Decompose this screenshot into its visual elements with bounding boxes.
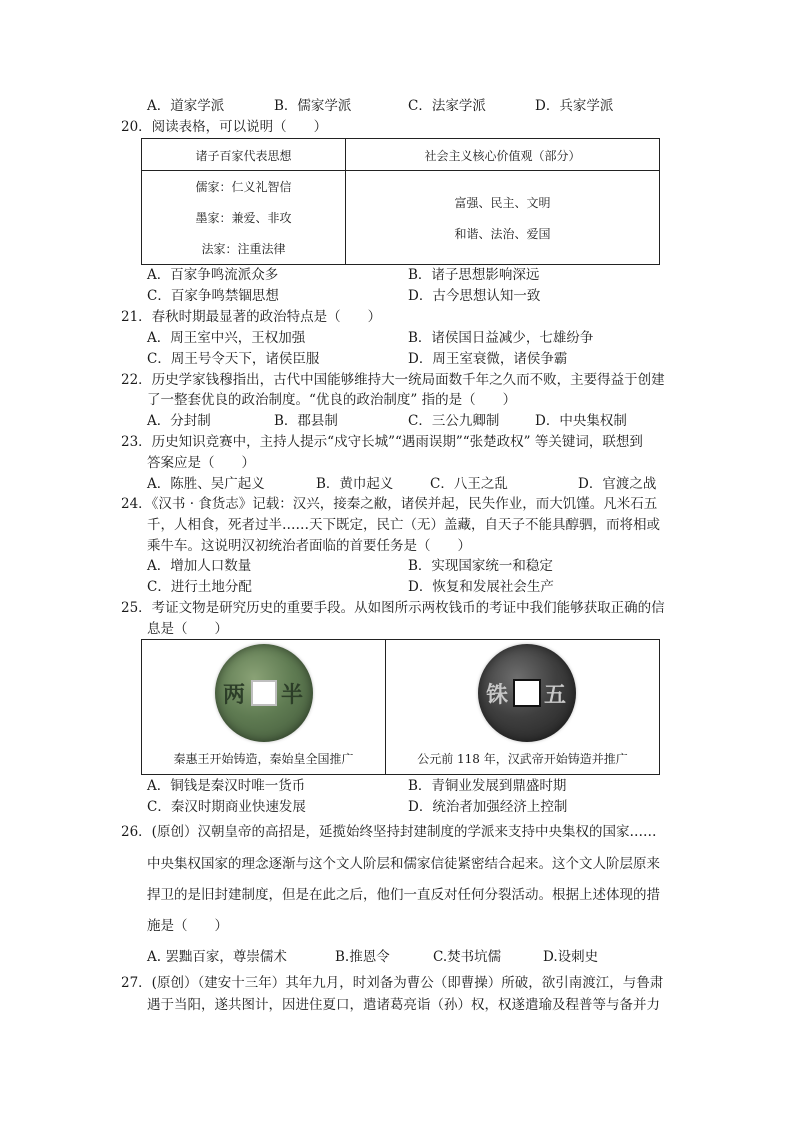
ban-liang-coin-image bbox=[215, 644, 313, 742]
q27-stem-line2: 遇于当阳，遂共图计，因进住夏口，遣诸葛亮诣（孙）权，权遂遣瑜及程普等与备并力 bbox=[147, 997, 660, 1013]
q19-option-c: C．法家学派 bbox=[408, 98, 486, 114]
q20-table bbox=[141, 138, 660, 265]
table-right-item: 富强、民主、文明 bbox=[454, 196, 551, 210]
q23-option-b: B．黄巾起义 bbox=[316, 476, 394, 492]
q21-option-d: D．周王室衰微，诸侯争霸 bbox=[408, 351, 568, 367]
coin-character: 铢 bbox=[486, 682, 509, 708]
table-header-left: 诸子百家代表思想 bbox=[195, 149, 292, 163]
q20-option-a: A．百家争鸣流派众多 bbox=[147, 267, 279, 283]
coin-caption-left: 秦惠王开始铸造，秦始皇全国推广 bbox=[173, 752, 354, 766]
q21-option-b: B．诸侯国日益减少，七雄纷争 bbox=[408, 330, 594, 346]
q20-option-b: B．诸子思想影响深远 bbox=[408, 267, 540, 283]
q22-option-b: B．郡县制 bbox=[274, 413, 338, 429]
q21-option-c: C．周王号令天下，诸侯臣服 bbox=[147, 351, 320, 367]
q25-stem-line2: 息是（ ） bbox=[147, 621, 228, 637]
coin-character: 半 bbox=[281, 682, 304, 708]
q22-option-d: D．中央集权制 bbox=[535, 413, 627, 429]
wu-zhu-coin-image bbox=[478, 644, 576, 742]
table-right-item: 和谐、法治、爱国 bbox=[454, 227, 551, 241]
q25-option-b: B．青铜业发展到鼎盛时期 bbox=[408, 778, 567, 794]
q25-coin-table bbox=[141, 639, 660, 775]
q26-stem-line1: 26．(原创）汉朝皇帝的高招是，延揽始终坚持封建制度的学派来支持中央集权的国家…… bbox=[121, 824, 657, 840]
q23-stem-line2: 答案应是（ ） bbox=[147, 455, 255, 471]
q26-stem-line2: 中央集权国家的理念逐渐与这个文人阶层和儒家信徒紧密结合起来。这个文人阶层原来 bbox=[147, 856, 660, 872]
table-left-item: 墨家：兼爱、非攻 bbox=[195, 211, 292, 225]
table-divider-h bbox=[142, 170, 659, 171]
q21-option-a: A．周王室中兴，王权加强 bbox=[147, 330, 306, 346]
q20-stem: 20．阅读表格，可以说明（ ） bbox=[121, 119, 328, 135]
q23-option-c: C．八王之乱 bbox=[430, 476, 508, 492]
q26-option-b: B.推恩令 bbox=[335, 949, 390, 965]
q26-stem-line4: 施是（ ） bbox=[147, 918, 228, 934]
q25-option-d: D．统治者加强经济上控制 bbox=[408, 799, 568, 815]
q23-option-a: A．陈胜、吴广起义 bbox=[147, 476, 265, 492]
q19-option-b: B．儒家学派 bbox=[274, 98, 352, 114]
q20-option-c: C．百家争鸣禁锢思想 bbox=[147, 288, 279, 304]
q24-option-a: A．增加人口数量 bbox=[147, 558, 252, 574]
table-header-right: 社会主义核心价值观（部分） bbox=[424, 149, 581, 163]
q24-stem-line3: 乘牛车。这说明汉初统治者面临的首要任务是（ ） bbox=[147, 538, 471, 554]
q19-option-a: A．道家学派 bbox=[147, 98, 225, 114]
q24-option-d: D．恢复和发展社会生产 bbox=[408, 579, 554, 595]
q24-stem-line1: 24．《汉书 · 食货志》记载：汉兴，接秦之敝，诸侯并起，民失作业，而大饥馑。凡米石五 bbox=[121, 496, 658, 512]
q27-stem-line1: 27．(原创）（建安十三年）其年九月，时刘备为曹公（即曹操）所破，欲引南渡江，与鲁肃 bbox=[121, 975, 664, 991]
q26-option-a: A. 罢黜百家，尊崇儒术 bbox=[147, 949, 287, 965]
coin-character: 两 bbox=[223, 682, 246, 708]
q22-option-a: A．分封制 bbox=[147, 413, 211, 429]
q23-option-d: D．官渡之战 bbox=[578, 476, 657, 492]
q20-option-d: D．古今思想认知一致 bbox=[408, 288, 541, 304]
q22-stem-line2: 了一整套优良的政治制度。“优良的政治制度” 指的是（ ） bbox=[147, 392, 517, 408]
q21-stem: 21．春秋时期最显著的政治特点是（ ） bbox=[121, 309, 382, 325]
coin-square-hole bbox=[251, 680, 277, 706]
q19-option-d: D．兵家学派 bbox=[535, 98, 614, 114]
q25-stem-line1: 25．考证文物是研究历史的重要手段。从如图所示两枚钱币的考证中我们能够获取正确的信 bbox=[121, 600, 665, 616]
q23-stem-line1: 23．历史知识竞赛中，主持人提示“戍守长城”“遇雨误期”“张楚政权” 等关键词，联想到 bbox=[121, 434, 643, 450]
coin-character: 五 bbox=[544, 682, 567, 708]
table-left-item: 法家：注重法律 bbox=[201, 242, 286, 256]
q26-stem-line3: 捍卫的是旧封建制度，但是在此之后，他们一直反对任何分裂活动。根据上述体现的措 bbox=[147, 887, 660, 903]
q25-option-a: A．铜钱是秦汉时唯一货币 bbox=[147, 778, 306, 794]
coin-square-hole bbox=[513, 679, 541, 707]
q22-stem-line1: 22．历史学家钱穆指出，古代中国能够维持大一统局面数千年之久而不败，主要得益于创建 bbox=[121, 372, 665, 388]
q26-option-d: D.设刺史 bbox=[543, 949, 599, 965]
q22-option-c: C．三公九卿制 bbox=[408, 413, 500, 429]
q24-stem-line2: 千，人相食，死者过半……天下既定，民亡（无）盖藏，自天子不能具醇驷，而将相或 bbox=[147, 517, 660, 533]
coin-caption-right: 公元前 118 年，汉武帝开始铸造并推广 bbox=[417, 752, 628, 766]
q25-option-c: C．秦汉时期商业快速发展 bbox=[147, 799, 306, 815]
q26-option-c: C.焚书坑儒 bbox=[433, 949, 502, 965]
q24-option-b: B．实现国家统一和稳定 bbox=[408, 558, 553, 574]
q24-option-c: C．进行土地分配 bbox=[147, 579, 252, 595]
table-left-item: 儒家：仁义礼智信 bbox=[195, 180, 292, 194]
